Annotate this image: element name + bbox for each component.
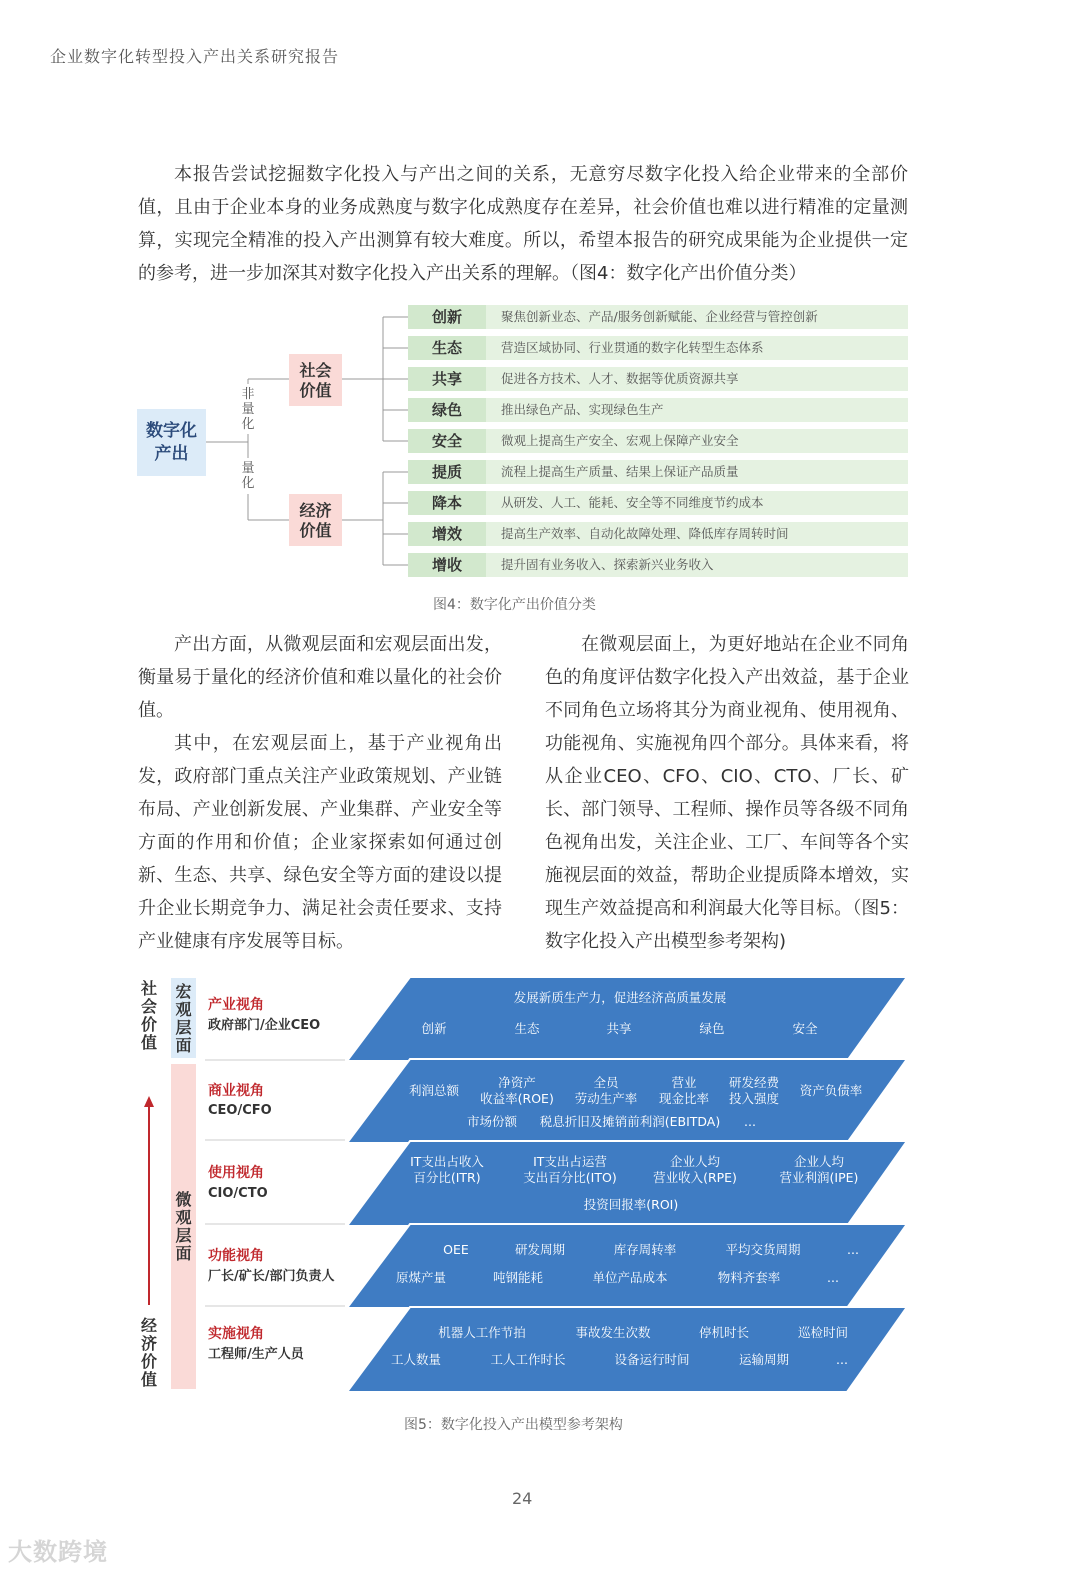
macro-label-1: 宏: [175, 982, 192, 1001]
value-row-desc-8: 提升固有业务收入、探索新兴业务收入: [501, 557, 714, 572]
value-row-desc-4: 微观上提高生产安全、宏观上保障产业安全: [501, 433, 739, 448]
layer2-metric-0: 利润总额: [408, 1083, 460, 1098]
micro-label-2: 观: [175, 1208, 192, 1227]
value-row-desc-2: 促进各方技术、人才、数据等优质资源共享: [501, 371, 739, 386]
layer4-metric-3: 平均交货周期: [725, 1242, 801, 1257]
layer1-item-3: 绿色: [699, 1021, 725, 1036]
value-axis: [144, 1096, 154, 1305]
layer1-item-4: 安全: [792, 1021, 818, 1036]
macro-label-4: 面: [175, 1036, 192, 1055]
axis-economic-1: 经: [140, 1316, 158, 1335]
value-row-name-0: 创新: [431, 308, 463, 326]
view-industry-sub: 政府部门/企业CEO: [208, 1018, 321, 1033]
layer3-metric-row2-0: 投资回报率(ROI): [583, 1197, 679, 1212]
branch-label-quantified-1: 量: [241, 461, 255, 476]
social-value-line1: 社会: [299, 361, 332, 380]
layer2-metric-3: 全员: [593, 1075, 619, 1090]
value-row-name-6: 降本: [431, 494, 463, 512]
branch-label-nonquantified-1: 非: [241, 387, 255, 402]
layer5-metric-1: 事故发生次数: [575, 1325, 651, 1340]
social-value-line2: 价值: [299, 381, 332, 400]
layer2-metric-row2-2: ...: [744, 1114, 756, 1129]
layer2-metric-4: 劳动生产率: [574, 1091, 638, 1106]
branch-label-quantified-2: 化: [241, 476, 255, 491]
axis-social-1: 社: [140, 979, 158, 998]
micro-label-1: 微: [175, 1190, 192, 1209]
value-row-desc-0: 聚焦创新业态、产品/服务创新赋能、企业经营与管控创新: [501, 309, 818, 324]
figure-5-model-architecture: [0, 960, 1080, 1410]
value-row-name-8: 增收: [431, 556, 463, 574]
layer5-metric-row2-0: 工人数量: [390, 1352, 442, 1367]
view-function-sub: 厂长/矿长/部门负责人: [208, 1269, 335, 1284]
layer5-metric-row2-3: 运输周期: [738, 1352, 790, 1367]
right-column-text: [545, 628, 909, 958]
axis-social-2: 会: [140, 997, 158, 1016]
layer2-metric-5: 营业: [671, 1075, 697, 1090]
layer4-metric-2: 库存周转率: [613, 1242, 677, 1257]
value-row-name-7: 增效: [431, 525, 463, 543]
value-row-desc-1: 营造区域协同、行业贯通的数字化转型生态体系: [501, 340, 764, 355]
watermark-logo: 大数跨境: [8, 1538, 108, 1566]
layer3-metric-5: 营业收入(RPE): [653, 1170, 737, 1185]
page-number: 24: [512, 1489, 533, 1508]
root-node-line1: 数字化: [146, 421, 197, 441]
layer2-metric-1: 净资产: [498, 1075, 536, 1090]
branch-label-nonquantified-3: 化: [241, 417, 255, 432]
layer3-metric-0: IT支出占收入: [410, 1154, 484, 1169]
layer1-item-0: 创新: [421, 1021, 447, 1036]
axis-economic-4: 值: [140, 1370, 158, 1389]
value-row-name-3: 绿色: [431, 401, 463, 419]
layer3-metric-4: 企业人均: [669, 1154, 721, 1169]
left-column-text: [138, 628, 502, 958]
layer2-metric-9: 资产负债率: [799, 1083, 863, 1098]
intro-paragraph: 本报告尝试挖掘数字化投入与产出之间的关系，无意穷尽数字化投入给企业带来的全部价值，且由于企业本身的业务成熟度与数字化成熟度存在差异，社会价值也难以进行精准的定量测算，实现完全精准的投入产出测算有较大难度。所以，希望本报告的研究成果能为企业提供一定的参考，进一步加深其对数字化投入产出关系的理解。（图4：数字化产出价值分类）: [138, 164, 908, 284]
macro-label-3: 层: [175, 1018, 192, 1037]
view-business-sub: CEO/CFO: [208, 1103, 272, 1118]
root-node-line2: 产出: [154, 444, 189, 464]
layer4-metric-1: 研发周期: [514, 1242, 566, 1257]
value-row-name-2: 共享: [431, 370, 463, 388]
axis-social-3: 价: [140, 1015, 158, 1034]
value-row-desc-5: 流程上提高生产质量、结果上保证产品质量: [501, 464, 739, 479]
layer5-metric-0: 机器人工作节拍: [438, 1325, 526, 1340]
value-row-desc-6: 从研发、人工、能耗、安全等不同维度节约成本: [501, 495, 764, 510]
micro-label-3: 层: [175, 1226, 192, 1245]
view-usage-title: 使用视角: [208, 1165, 264, 1181]
view-implementation-sub: 工程师/生产人员: [208, 1347, 304, 1362]
layer2-metric-7: 研发经费: [728, 1075, 780, 1090]
layer4-metric-0: OEE: [443, 1242, 469, 1257]
layer3-metric-1: 百分比(ITR): [413, 1170, 481, 1185]
layer1-headline: 发展新质生产力，促进经济高质量发展: [513, 990, 727, 1005]
layer5-metric-row2-1: 工人工作时长: [490, 1352, 566, 1367]
figure-4-value-classification: [0, 0, 1080, 600]
micro-label-4: 面: [175, 1244, 192, 1263]
view-business-title: 商业视角: [208, 1083, 264, 1099]
axis-social-4: 值: [140, 1033, 158, 1052]
layer4-metric-row2-0: 原煤产量: [395, 1270, 447, 1285]
layer4-metric-row2-1: 吨钢能耗: [492, 1270, 544, 1285]
layer3-metric-3: 支出百分比(ITO): [523, 1170, 617, 1185]
view-function-title: 功能视角: [208, 1248, 264, 1264]
macro-label-2: 观: [175, 1000, 192, 1019]
value-row-desc-7: 提高生产效率、自动化故障处理、降低库存周转时间: [501, 526, 789, 541]
value-row-name-1: 生态: [431, 339, 463, 357]
layer4-metric-row2-2: 单位产品成本: [592, 1270, 668, 1285]
right-paragraph-1: 在微观层面上，为更好地站在企业不同角色的角度评估数字化投入产出效益，基于企业不同角色立场将其分为商业视角、使用视角、功能视角、实施视角四个部分。具体来看，将从企业CEO、CFO、CIO、CTO、厂长、矿长、部门领导、工程师、操作员等各级不同角色视角出发，关注企业、工厂、车间等各个实施视层面的效益，帮助企业提质降本增效，实现生产效益提高和利润最大化等目标。（图5：数字化投入产出模型参考架构): [545, 634, 909, 952]
model-layer-5: [347, 1307, 907, 1392]
economic-value-line1: 经济: [299, 501, 332, 520]
layer3-metric-6: 企业人均: [793, 1154, 845, 1169]
layer2-metric-row2-0: 市场份额: [466, 1114, 518, 1129]
layer3-metric-2: IT支出占运营: [533, 1154, 607, 1169]
view-industry-title: 产业视角: [208, 997, 264, 1013]
view-implementation-title: 实施视角: [208, 1326, 264, 1342]
root-node-box: [137, 409, 206, 476]
value-row-name-5: 提质: [431, 463, 463, 481]
layer5-metric-row2-2: 设备运行时间: [614, 1352, 690, 1367]
layer2-metric-6: 现金比率: [658, 1091, 710, 1106]
layer4-metric-4: ...: [847, 1242, 859, 1257]
economic-value-line2: 价值: [299, 521, 332, 540]
left-paragraph-2: 其中，在宏观层面上，基于产业视角出发，政府部门重点关注产业政策规划、产业链布局、产业创新发展、产业集群、产业安全等方面的作用和价值；企业家探索如何通过创新、生态、共享、绿色安全等方面的建设以提升企业长期竞争力、满足社会责任要求、支持产业健康有序发展等目标。: [138, 733, 502, 952]
layer4-metric-row2-4: ...: [827, 1270, 839, 1285]
value-row-desc-3: 推出绿色产品、实现绿色生产: [501, 402, 664, 417]
left-paragraph-1: 产出方面，从微观层面和宏观层面出发，衡量易于量化的经济价值和难以量化的社会价值。: [138, 634, 502, 721]
layer3-metric-7: 营业利润(IPE): [779, 1170, 859, 1185]
layer2-metric-row2-1: 税息折旧及摊销前利润(EBITDA): [539, 1114, 721, 1129]
branch-label-nonquantified-2: 量: [241, 402, 255, 417]
layer5-metric-row2-4: ...: [836, 1352, 848, 1367]
model-layer-4: [347, 1224, 907, 1308]
layer5-metric-2: 停机时长: [698, 1325, 750, 1340]
layer2-metric-8: 投入强度: [728, 1091, 780, 1106]
figure-4-caption: 图4：数字化产出价值分类: [433, 597, 596, 613]
layer1-item-2: 共享: [606, 1021, 632, 1036]
axis-economic-2: 济: [140, 1334, 158, 1353]
header-title: 企业数字化转型投入产出关系研究报告: [50, 47, 340, 66]
axis-economic-3: 价: [140, 1352, 158, 1371]
layer5-metric-3: 巡检时间: [797, 1325, 849, 1340]
layer4-metric-row2-3: 物料齐套率: [717, 1270, 781, 1285]
layer2-metric-2: 收益率(ROE): [480, 1091, 554, 1106]
value-row-name-4: 安全: [431, 432, 463, 450]
figure-5-caption: 图5：数字化投入产出模型参考架构: [404, 1417, 623, 1433]
layer1-item-1: 生态: [514, 1021, 540, 1036]
view-usage-sub: CIO/CTO: [208, 1186, 268, 1201]
